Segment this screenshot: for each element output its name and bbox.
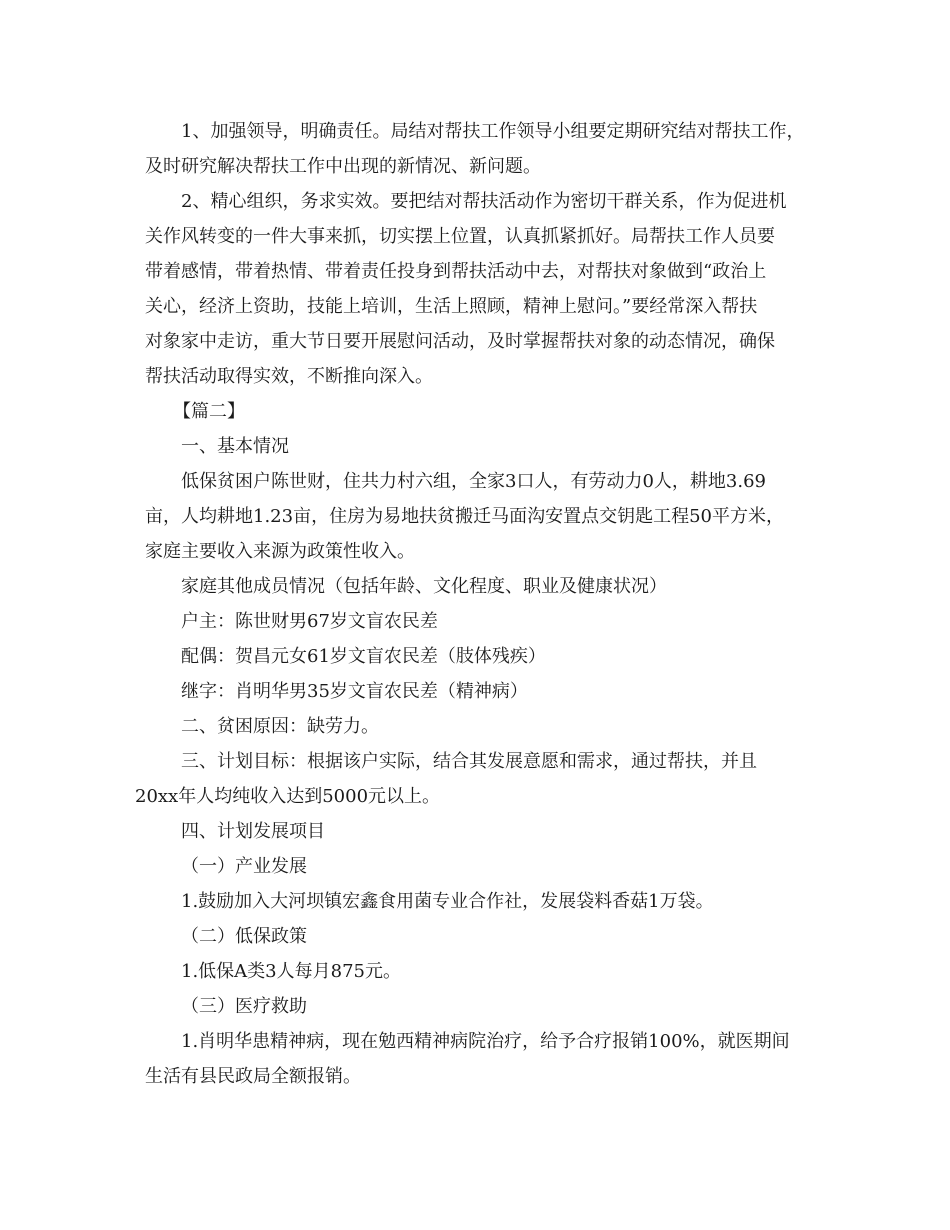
text-line: 家庭主要收入来源为政策性收入。 [145,541,415,562]
text-line: 继字：肖明华男35岁文盲农民差（精神病） [181,681,528,702]
text-line: 四、计划发展项目 [181,821,325,842]
text-line: 关心，经济上资助，技能上培训，生活上照顾，精神上慰问。”要经常深入帮扶 [145,296,758,317]
text-line: 20xx年人均纯收入达到5000元以上。 [135,786,441,807]
text-line: 1.低保A类3人每月875元。 [181,961,401,982]
paragraph [145,1024,815,1094]
text-line: 1.肖明华患精神病，现在勉西精神病院治疗，给予合疗报销100%，就医期间 [181,1031,790,1052]
paragraph [145,919,815,954]
text-line: （二）低保政策 [181,926,307,947]
text-line: 低保贫困户陈世财，住共力村六组，全家3口人，有劳动力0人，耕地3.69 [181,471,766,492]
paragraph [145,184,815,394]
paragraph [145,989,815,1024]
text-line: 1.鼓励加入大河坝镇宏鑫食用菌专业合作社，发展袋料香菇1万袋。 [181,891,714,912]
document-body [135,114,815,1094]
paragraph [145,849,815,884]
text-line: 【篇二】 [173,401,245,422]
paragraph [145,394,815,429]
paragraph [145,954,815,989]
paragraph [145,464,815,569]
paragraph [145,674,815,709]
text-line: 带着感情，带着热情、带着责任投身到帮扶活动中去，对帮扶对象做到“政治上 [145,261,767,282]
text-line: 家庭其他成员情况（包括年龄、文化程度、职业及健康状况） [181,576,667,597]
text-line: 二、贫困原因：缺劳力。 [181,716,379,737]
text-line: 配偶：贺昌元女61岁文盲农民差（肢体残疾） [181,646,546,667]
text-line: （三）医疗救助 [181,996,307,1017]
paragraph [145,814,815,849]
paragraph [135,744,815,814]
text-line: 亩，人均耕地1.23亩，住房为易地扶贫搬迁马面沟安置点交钥匙工程50平方米， [145,506,784,527]
paragraph [145,569,815,604]
paragraph [145,709,815,744]
text-line: 1、加强领导，明确责任。局结对帮扶工作领导小组要定期研究结对帮扶工作， [181,121,805,142]
paragraph [145,884,815,919]
text-line: 一、基本情况 [181,436,289,457]
text-line: （一）产业发展 [181,856,307,877]
text-line: 生活有县民政局全额报销。 [145,1066,361,1087]
paragraph [145,114,815,184]
text-line: 三、计划目标：根据该户实际，结合其发展意愿和需求，通过帮扶，并且 [181,751,757,772]
text-line: 帮扶活动取得实效，不断推向深入。 [145,366,433,387]
text-line: 2、精心组织，务求实效。要把结对帮扶活动作为密切干群关系，作为促进机 [181,191,787,212]
text-line: 及时研究解决帮扶工作中出现的新情况、新问题。 [145,156,541,177]
text-line: 对象家中走访，重大节日要开展慰问活动，及时掌握帮扶对象的动态情况，确保 [145,331,775,352]
paragraph [145,639,815,674]
paragraph [145,604,815,639]
paragraph [145,429,815,464]
text-line: 关作风转变的一件大事来抓，切实摆上位置，认真抓紧抓好。局帮扶工作人员要 [145,226,775,247]
text-line: 户主：陈世财男67岁文盲农民差 [181,611,438,632]
